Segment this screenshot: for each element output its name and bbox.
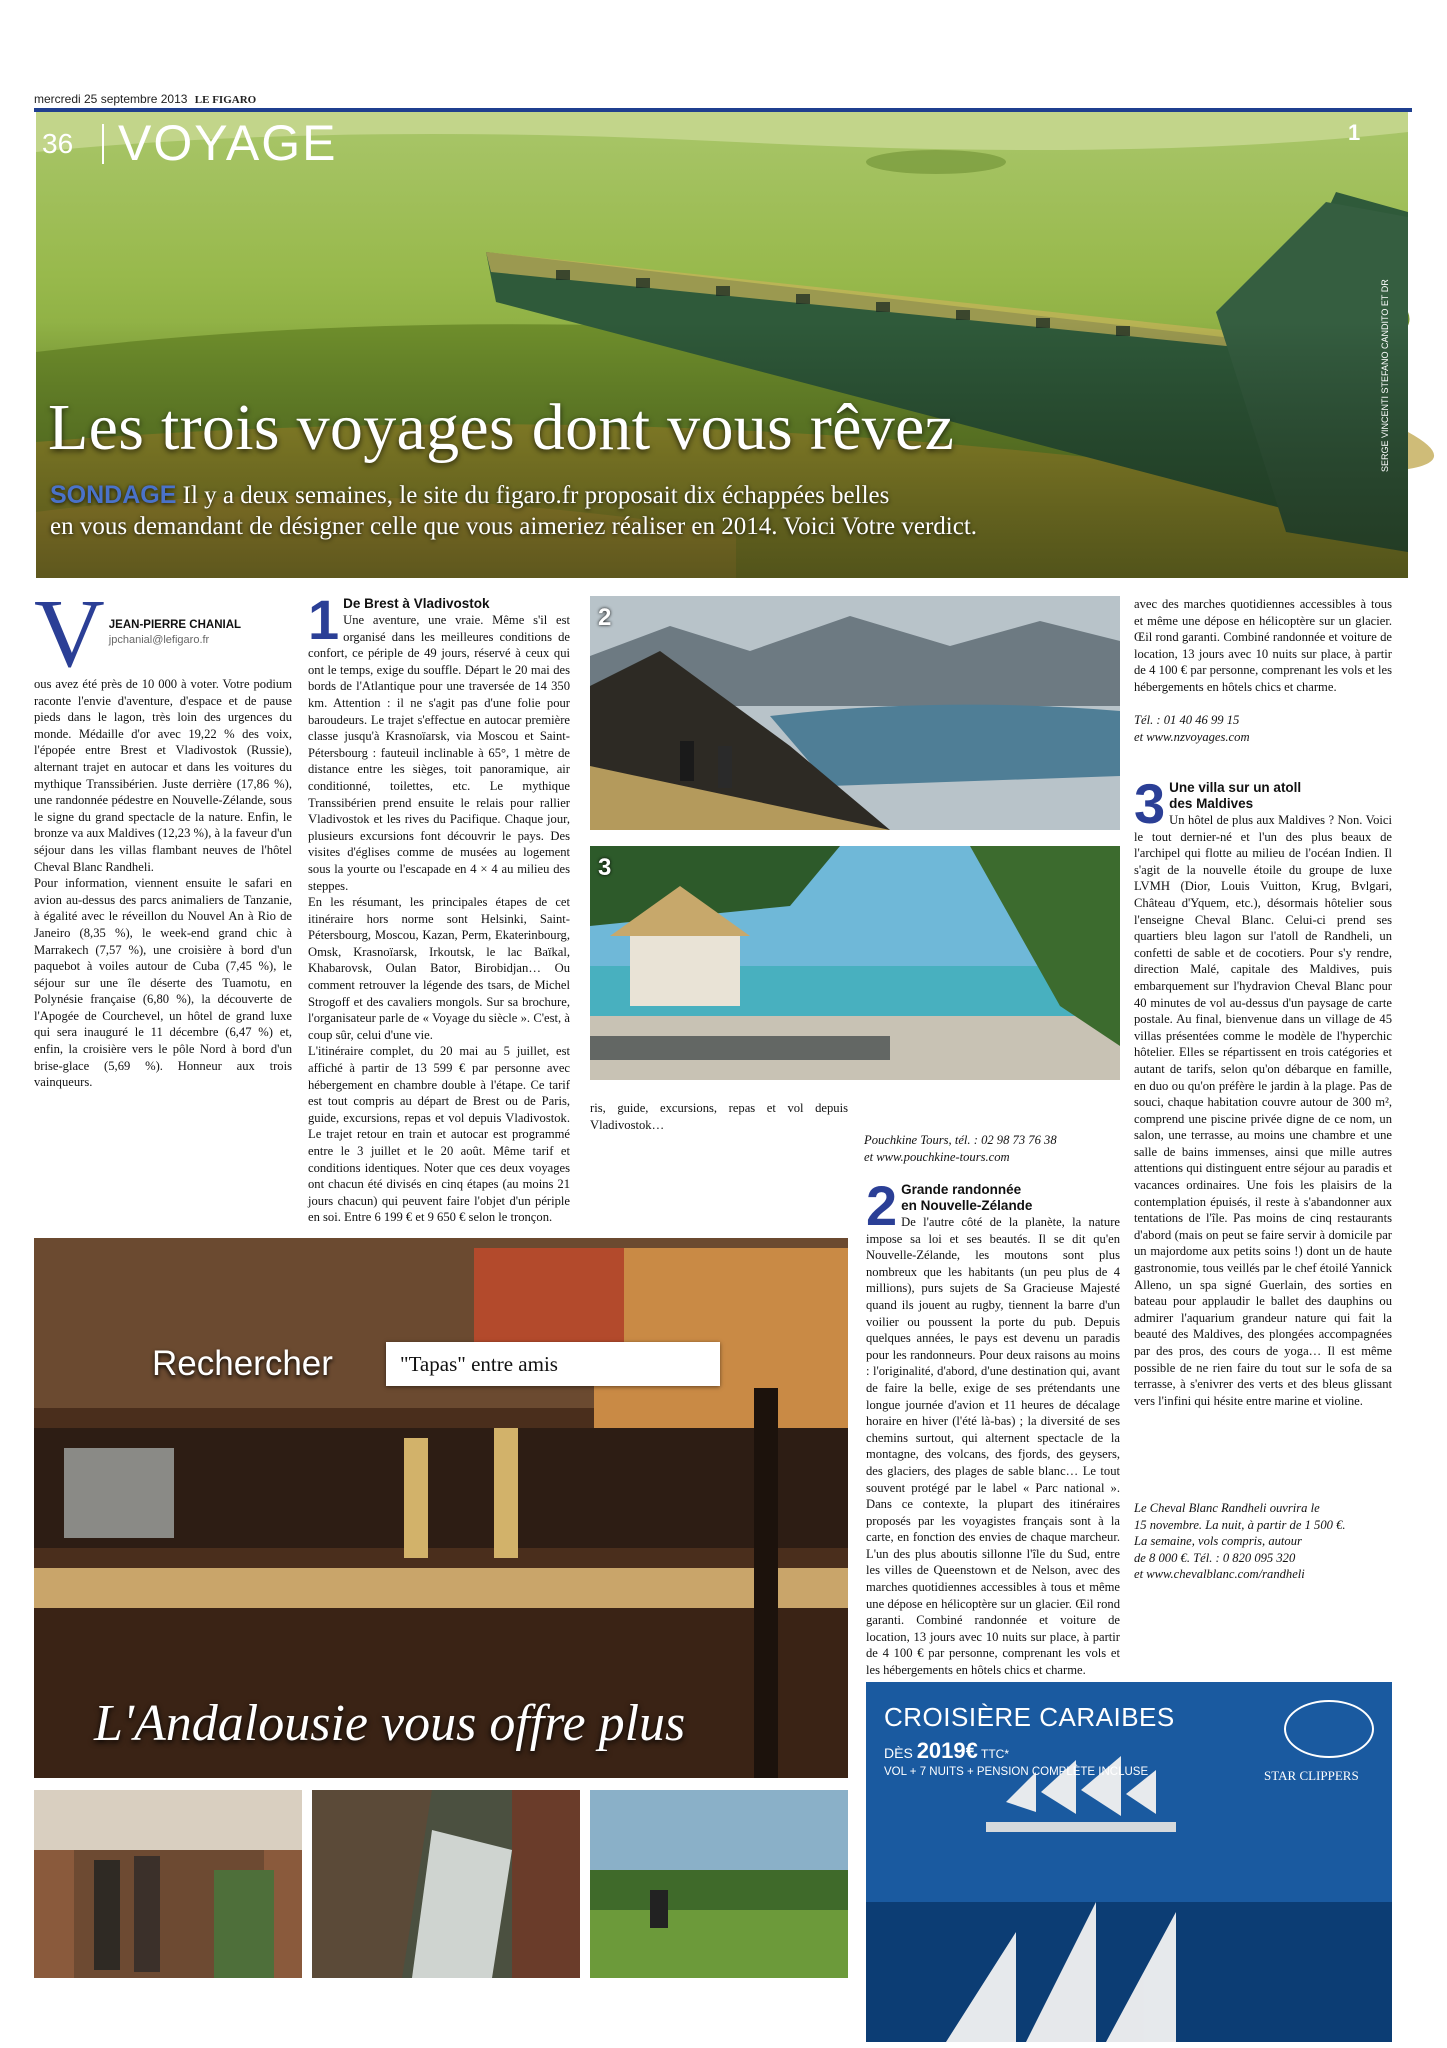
section-2-contact-web: et www.nzvoyages.com [1134, 729, 1250, 744]
new-zealand-hikers-photo [590, 596, 1120, 830]
standfirst [50, 480, 977, 542]
photo-number-3: 3 [598, 854, 612, 881]
intro-paragraph-1: ous avez été près de 10 000 à voter. Votre podium raconte l'envie d'aventure, d'espace et de pause pieds dans le lagon, très loin des urgences du monde. Médaille d'or avec 19,22 % des voix, l'épopée entre Brest et Vladivostok (Russie), alternant trajet en autocar et dans les voitures du mythique Transsibérien. Juste derrière (17,86 %), une randonnée pédestre en Nouvelle-Zélande, sous le signe du grand spectacle de la nature. Enfin, le bronze va aux Maldives (12,23 %), à la faveur d'un séjour dans les villas flambant neuves de l'hôtel Cheval Blanc Randheli. [34, 677, 292, 874]
hero-train-photo [36, 112, 1408, 578]
author-email: jpchanial@lefigaro.fr [108, 634, 210, 646]
cruise-price-suffix: TTC* [977, 1747, 1009, 1761]
standfirst-line-2: en vous demandant de désigner celle que vous aimeriez réaliser en 2014. Voici Votre verdict. [50, 513, 978, 540]
main-headline: Les trois voyages dont vous rêvez [48, 391, 955, 464]
section-2-contact-lead: avec des marches quotidiennes accessibles à tous et même une dépose en hélicoptère sur un glacier. Œil rond garanti. Combiné randonnée et voiture de location, 13 jours avec 10 nuits sur place, à partir de 4 100 € par personne, comprenant les vols et les hébergements en hôtels chics et charme. [1134, 597, 1392, 694]
section-2-paragraph: De l'autre côté de la planète, la nature impose sa loi et ses beautés. Il se dit qu'en Nouvelle-Zélande, les moutons sont plus nombreux que les habitants (un peu plus de 4 millions), purs sujets de Sa Gracieuse Majesté quand ils jouent au rugby, tiennent la barre d'un voilier ou poussent la porte du pub. Depuis quelques années, le pays est devenu un paradis pour les randonneurs. Pour deux raisons au moins : l'originalité, d'abord, d'une destination qui, avant de faire la belle, exige de ses prétendants une longue journée d'avion et 11 heures de décalage horaire en hiver (l'été là-bas) ; la diversité de ses chemins surtout, qui alternent spectacle de la montagne, des volcans, des fjords, des geysers, des glaciers, des plages de sable blanc… Le tout souvent protégé par le label « Parc national ». Dans ce contexte, la plupart des itinéraires proposés par les voyagistes français sont à la carte, en fonction des envies de chaque marcheur. L'un des plus aboutis sillonne l'île du Sud, entre les villes de Queenstown et de Nelson, avec des marches quotidiennes accessibles à tous et même une dépose en hélicoptère sur un glacier. Œil rond garanti. Combiné randonnée et voiture de location, 13 jours avec 10 nuits sur place, à partir de 4 100 € par personne, comprenant les vols et les hébergements en hôtels chics et charme. [866, 1215, 1120, 1678]
cruise-title: CROISIÈRE CARAIBES [884, 1702, 1175, 1732]
maldives-illustration [590, 846, 1120, 1080]
section-3-number: 3 [1134, 772, 1166, 835]
cruise-brand: STAR CLIPPERS [1264, 1768, 1359, 1783]
newspaper-name: LE FIGARO [194, 94, 257, 106]
andalousie-advertisement[interactable] [34, 1238, 848, 1778]
alhambra-couple-photo [34, 1790, 302, 1978]
canyoning-photo [312, 1790, 580, 1978]
section-3-title-line-1: Une villa sur un atoll [1169, 780, 1302, 795]
cruise-price: 2019€ [916, 1738, 978, 1763]
star-clippers-cruise-advertisement[interactable] [866, 1682, 1392, 2042]
andalousie-slogan: L'Andalousie vous offre plus [94, 1695, 686, 1752]
new-zealand-illustration [590, 596, 1120, 830]
issue-date: mercredi 25 septembre 2013 [34, 92, 188, 106]
section-3-note-2: 15 novembre. La nuit, à partir de 1 500 €. [1134, 1517, 1346, 1532]
section-2-contact-column [1134, 596, 1392, 776]
golf-course-photo [590, 1790, 848, 1978]
photo-number-2: 2 [598, 604, 612, 631]
section-1-title: De Brest à Vladivostok [343, 596, 490, 611]
section-2-contact-phone: Tél. : 01 40 46 99 15 [1134, 713, 1240, 727]
section-1-paragraph-1: Une aventure, une vraie. Même s'il est organisé dans les meilleures conditions de confort, ce périple de 49 jours, réservé à ceux qui ont le temps, exige du souffle. Départ le 20 mai des bords de l'Atlantique pour une traversée de 14 350 km. Attention : il ne s'agit pas d'une folie pour baroudeurs. Le trajet s'effectue en autocar première classe jusqu'à Krasnoïarsk, via Moscou et Saint-Pétersbourg : fauteuil inclinable à 65°, 1 mètre de distance entre les sièges, toit panoramique, air conditionné, toilettes, etc. Le mythique Transsibérien prend ensuite le relais pour rallier Vladivostok et les rives du Pacifique. Chaque jour, plusieurs excursions font découvrir le pays. Des visites d'églises comme de musées au logement sous la yourte ou l'escapade en 4 × 4 au milieu des steppes. [308, 613, 570, 893]
section-1-number: 1 [308, 588, 340, 651]
maldives-villa-photo [590, 846, 1120, 1080]
page-date-line [34, 92, 256, 106]
section-1-contact-web: et www.pouchkine-tours.com [864, 1149, 1010, 1164]
page-number: 36 [42, 128, 74, 159]
cruise-details: VOL + 7 NUITS + PENSION COMPLÈTE INCLUSE [884, 1766, 1149, 1778]
andalousie-search-label: Rechercher [152, 1344, 333, 1383]
section-2-title-line-1: Grande randonnée [901, 1182, 1022, 1197]
section-1-paragraph-3: L'itinéraire complet, du 20 mai au 5 juillet, est affiché à partir de 13 599 € par personne avec hébergement en chambre double à l'étape. Ce tarif est tout compris au départ de Brest ou de Paris, guide, excursions, repas et vol depuis Vladivostok. Le trajet retour en train et autocar est programmé entre le 3 juillet et le 20 août. Même tarif et conditions identiques. Noter que ces deux voyages ont chacun été divisés en cinq étapes (au moins 21 jours chacun) qui peuvent faire l'objet d'un périple en soi. Entre 6 199 € et 9 650 € selon le tronçon. [308, 1044, 570, 1225]
standfirst-line-1: Il y a deux semaines, le site du figaro.fr proposait dix échappées belles [182, 482, 890, 509]
page-number-divider [102, 124, 104, 164]
standfirst-kicker: SONDAGE [50, 481, 177, 509]
section-1-contact-phone: Pouchkine Tours, tél. : 02 98 73 76 38 [864, 1133, 1057, 1147]
section-3-paragraph: Un hôtel de plus aux Maldives ? Non. Voici le tout dernier-né et l'un des plus beaux de l'archipel qui flotte au milieu de l'océan Indien. Il s'agit de la nouvelle étoile du groupe de luxe LVMH (Dior, Louis Vuitton, Krug, Bvlgari, Château d'Yquem, etc.), désormais hôtelier sous l'enseigne Cheval Blanc. Celui-ci prend ses quartiers bleu lagon sur l'atoll de Randheli, un confetti de sable et de cocotiers. Pour s'y rendre, direction Malé, capitale des Maldives, puis embarquement sur l'hydravion Cheval Blanc pour 40 minutes de vol au-dessus d'un paysage de carte postale. Au final, bienvenue dans un village de 45 villas présentées comme le modèle de l'hyperchic hôtelier. Elles se répartissent en trois catégories et autant de tarifs, selon qu'on débarque en famille, en duo ou qu'on préfère le jardin à la plage. Pas de souci, chaque habitation couvre autour de 300 m², comprend une piscine privée digne de ce nom, un salon, une terrasse, au moins une chambre et une salle de bains immenses, ainsi que mille autres attentions qui distinguent entre séjour au paradis et vacances ordinaires. Une fois les plaisirs de la contemplation épuisés, il reste à s'abandonner aux tentations de l'île. Pas moins de cinq restaurants d'abord (mais on peut se faire servir à domicile par un majordome aux petits soins !) dont un de haute gastronomie, tous veillés par le chef étoilé Yannick Alleno, un spa signé Guerlain, des sorties en bateau pour applaudir le ballet des dauphins ou admirer l'aquarium grandeur nature qui fait la beauté des Maldives, des plongées accompagnées par des pros, des cours de yoga… Il est même possible de ne rien faire du tout sur le sofa de sa terrasse, à s'enivrer des verts et des bleus glissant vers l'infini qui hésite entre marine et violine. [1134, 813, 1392, 1408]
section-2-title-line-2: en Nouvelle-Zélande [901, 1198, 1033, 1213]
hero-photo-number: 1 [1348, 120, 1361, 145]
section-3-note-5: et www.chevalblanc.com/randheli [1134, 1567, 1305, 1582]
section-1-paragraph-2: En les résumant, les principales étapes de cet itinéraire hors norme sont Helsinki, Saint-Pétersbourg, Moscou, Kazan, Perm, Ekaterinbourg, Omsk, Krasnoïarsk, Irkoutsk, le lac Baïkal, Khabarovsk, Oulan Bator, Birobidjan… Ou comment retrouver la légende des tsars, de Michel Strogoff et des cavaliers mongols. Sur sa brochure, l'organisateur parle de « Voyage du siècle ». C'est, à coup sûr, celui d'une vie. [308, 895, 570, 1042]
intro-paragraph-2: Pour information, viennent ensuite le safari en avion au-dessus des parcs animaliers de Tanzanie, à égalité avec le réveillon du Nouvel An à Rio de Janeiro (8,35 %), le week-end grand chic à Marrakech (7,57 %), une croisière à bord d'un paquebot à voiles autour de Cuba (7,45 %), le séjour sur une île déserte des Tuamotu, en Polynésie française (6,80 %), la découverte de l'Apogée de Courchevel, un hôtel de grand luxe qui sera inauguré le 11 décembre (6,47 %) et, enfin, la croisière vers le pôle Nord à bord d'un brise-glace (5,69 %). Honneur aux trois vainqueurs. [34, 876, 292, 1090]
photo-credit: SERGE VINCENTI STEFANO CANDITO ET DR [1380, 279, 1390, 472]
author-name: JEAN-PIERRE CHANIAL [108, 619, 242, 631]
star-clippers-logo-icon [1284, 1700, 1374, 1758]
intro-dropcap: V [34, 580, 105, 688]
section-3-note-3: La semaine, vols compris, autour [1134, 1534, 1302, 1549]
cruise-price-line [884, 1738, 1009, 1764]
section-title: VOYAGE [118, 115, 338, 171]
section-3-title-line-2: des Maldives [1169, 796, 1254, 811]
section-3-column [1134, 772, 1392, 1650]
section-2-column [866, 1174, 1120, 1678]
section-1-continuation-column: ris, guide, excursions, repas et vol depuis Vladivostok… [590, 1101, 848, 1132]
section-1-column [308, 588, 570, 1225]
section-2-number: 2 [866, 1174, 898, 1237]
section-3-note-4: de 8 000 €. Tél. : 0 820 095 320 [1134, 1550, 1296, 1565]
cruise-price-prefix: DÈS [884, 1745, 917, 1761]
section-3-note-1: Le Cheval Blanc Randheli ouvrira le [1134, 1501, 1320, 1515]
andalousie-search-input[interactable] [386, 1342, 720, 1386]
intro-column [34, 580, 292, 1220]
andalousie-search-value: "Tapas" entre amis [400, 1352, 558, 1376]
